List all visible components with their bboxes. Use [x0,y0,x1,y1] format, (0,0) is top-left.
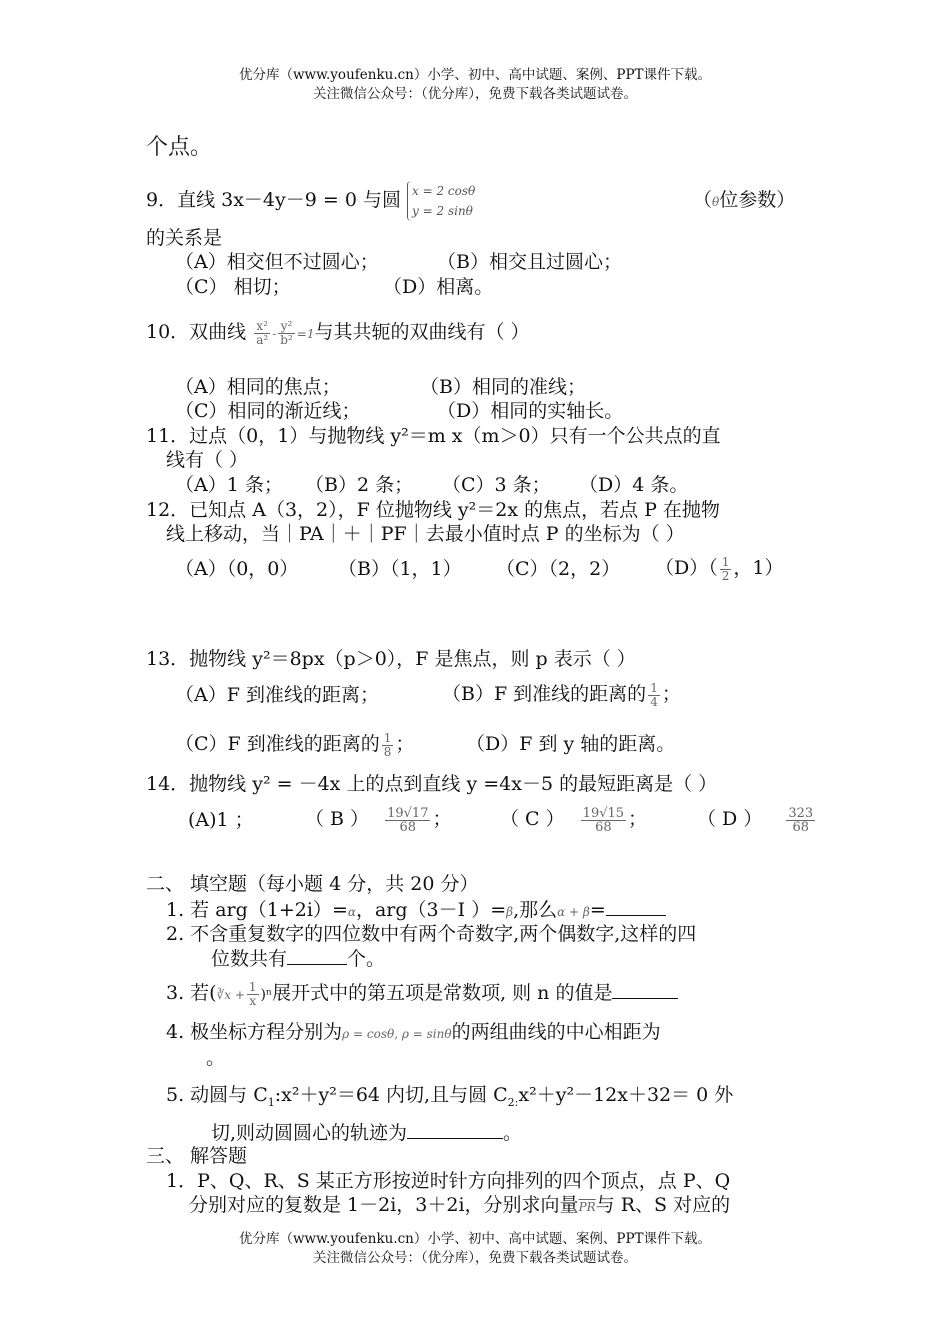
fill-item-5 [166,1083,733,1115]
q13-option-b-text: （B）F 到准线的距离的 [442,683,647,705]
fill-5-line2-a: 切,则动圆圆心的轨迹为 [211,1122,408,1144]
q13-option-a: （A）F 到准线的距离； [175,684,379,706]
q9-stem-a: 9．直线 3x－4y－9 = 0 与圆 [146,189,401,211]
q9-param-open: （ [693,189,713,211]
q14-option-d [697,799,817,839]
section-3-title: 三、 解答题 [146,1145,248,1167]
fill-5-sub1: 1 [267,1095,275,1109]
q14-option-c [500,799,647,839]
q13-option-b-frac: $\frac{1}{4}$ [650,680,658,709]
fill-5-c: x²＋y²－12x＋32＝ 0 外 [518,1084,734,1106]
q9-param-text: 位参数） [719,189,796,211]
q9-stem [146,178,475,222]
q10-option-d: （D）相同的实轴长。 [437,400,624,422]
q10-stem [146,312,530,354]
q10-option-a: （A）相同的焦点； [175,376,341,398]
problem-1-line-2 [189,1193,730,1219]
fill-2-b: 个。 [347,948,386,970]
fill-1-a: 1. 若 arg（1+2i）= [166,899,348,921]
fill-item-4 [166,1020,661,1046]
q14-option-c-end: ； [628,808,648,830]
q13-option-c-end: ； [395,733,415,755]
fill-4-b: 的两组曲线的中心相距为 [451,1021,661,1043]
q14-option-d-frac: $\frac{323}{68}$ [788,805,814,835]
problem-1-line-1: 1．P、Q、R、S 某正方形按逆时针方向排列的四个顶点，点 P、Q [166,1170,731,1192]
q9-option-d: （D）相离。 [383,276,494,298]
q10-eq: =1 [296,327,315,341]
fill-item-2-line-2 [211,946,385,971]
fill-3-a: 3. 若( [166,982,217,1004]
q14-option-a: (A)1 ； [188,809,254,831]
q11-option-d: （D）4 条。 [579,474,689,496]
q12-option-b: （B）（1，1） [338,558,462,580]
fill-5-b: :x²＋y²＝64 内切,且与圆 C [274,1084,508,1106]
q11-option-a: （A）1 条； [175,474,283,496]
fill-item-5-line-2 [211,1120,522,1145]
header-line-2: 关注微信公众号：（优分库），免费下载各类试题试卷。 [313,86,637,102]
q14-option-c-frac: $\frac{19√15}{68}$ [582,805,625,835]
q12-option-d-frac: $\frac{1}{2}$ [721,554,730,583]
q14-option-b-frac: $\frac{19√17}{68}$ [387,805,429,835]
q9-param [693,188,795,214]
fill-1-sum: α + β [557,905,590,919]
fill-1-alpha: α [347,905,356,919]
q9-option-b: （B）相交且过圆心； [437,251,622,273]
fill-item-3 [166,973,678,1015]
q9-equation-system [407,181,475,221]
fill-3-frac: $\frac{1}{x}$ [248,979,257,1008]
footer-line-2: 关注微信公众号：（优分库），免费下载各类试题试卷。 [313,1250,637,1266]
q11-option-b: （B）2 条； [305,474,414,496]
q9-option-a: （A）相交但不过圆心； [175,251,379,273]
fill-4-a: 4. 极坐标方程分别为 [166,1021,343,1043]
q13-option-b [442,674,681,714]
q12-option-d-open: （D）（ [655,557,718,579]
q9-sys-line-2: y = 2 sinθ [412,204,473,218]
q13-option-d: （D）F 到 y 轴的距离。 [466,733,676,755]
q11-line-1: 11．过点（0，1）与抛物线 y²＝m x（m＞0）只有一个公共点的直 [146,425,721,447]
q13-option-c-frac: $\frac{1}{8}$ [383,730,392,759]
q14-option-b [305,799,451,839]
q10-num: 10．双曲线 [146,321,247,343]
q12-option-a: （A）（0，0） [175,558,299,580]
q12-option-d-close: ，1） [733,557,784,579]
q13-option-c-text: （C）F 到准线的距离的 [175,733,380,755]
q9-option-c: （C） 相切； [175,276,291,298]
q13-option-c [175,724,414,764]
q12-line-1: 12．已知点 A（3，2），F 位抛物线 y²＝2x 的焦点，若点 P 在抛物 [146,499,720,521]
q13-option-b-end: ； [661,683,681,705]
q14-option-c-label: （ C ） [500,808,565,830]
q10-frac-x: $\frac{\text{x²}}{\text{a²}}$ [256,318,269,347]
q8-tail: 个点。 [146,135,213,160]
fill-4-eq: ρ = cosθ, ρ = sinθ [342,1027,452,1041]
fill-1-c: ,那么 [513,899,558,921]
problem-1-b: 与 R、S 对应的 [595,1194,731,1216]
fill-1-d: = [589,899,606,921]
fill-3-pow: )ⁿ [260,987,273,1003]
q14-option-b-end: ； [432,808,452,830]
fill-3-blank[interactable] [612,980,678,999]
q10-option-b: （B）相同的准线； [420,376,586,398]
fill-1-b: ，arg（3－I ）= [355,899,507,921]
problem-1-a: 分别对应的复数是 1－2i，3＋2i，分别求向量 [189,1194,579,1216]
q10-frac-y: $\frac{\text{y²}}{\text{b²}}$ [280,318,293,347]
fill-5-sub2: 2: [507,1095,519,1109]
header-line-1: 优分库（www.youfenku.cn）小学、初中、高中试题、案例、PPT课件下载。 [238,67,712,83]
q9-param-theta: θ [712,195,720,209]
q11-line-2: 线有（ ） [166,449,249,471]
fill-5-a: 5. 动圆与 C [166,1084,268,1106]
q12-option-c: （C）（2，2） [496,558,621,580]
fill-3-b: 展开式中的第五项是常数项, 则 n 的值是 [272,982,613,1004]
footer-line-1: 优分库（www.youfenku.cn）小学、初中、高中试题、案例、PPT课件下载。 [238,1231,712,1247]
fill-1-blank[interactable] [606,897,666,916]
q10-minus: - [272,327,277,341]
q10-tail: 与其共轭的双曲线有（ ） [314,321,530,343]
fill-2-blank[interactable] [287,946,347,965]
q11-option-c: （C）3 条； [442,474,551,496]
q14-option-d-label: （ D ） [697,808,763,830]
fill-5-blank[interactable] [407,1120,503,1139]
section-2-title: 二、 填空题（每小题 4 分，共 20 分） [146,873,479,895]
q14-option-b-label: （ B ） [305,808,370,830]
fill-3-root: ∛x + [216,988,245,1002]
q13-line-1: 13．抛物线 y²＝8px（p＞0），F 是焦点，则 p 表示（ ） [146,648,636,670]
problem-1-vector: $\overline{PR}$ [578,1200,596,1214]
q14-line-1: 14．抛物线 y² = －4x 上的点到直线 y =4x－5 的最短距离是（ ） [146,773,718,795]
q9-sys-line-1: x = 2 cosθ [412,184,476,198]
fill-item-4-end: 。 [206,1047,226,1069]
q12-option-d [655,548,783,588]
q9-stem-b: 的关系是 [146,227,223,249]
q10-option-c: （C）相同的渐近线； [175,400,361,422]
fill-2-a: 位数共有 [211,948,288,970]
fill-5-line2-b: 。 [503,1122,523,1144]
fill-item-1 [166,897,666,924]
q12-line-2: 线上移动，当｜PA｜＋｜PF｜去最小值时点 P 的坐标为（ ） [166,523,685,545]
fill-item-2-line-1: 2. 不含重复数字的四位数中有两个奇数字,两个偶数字,这样的四 [166,923,697,945]
fill-1-beta: β [506,905,514,919]
